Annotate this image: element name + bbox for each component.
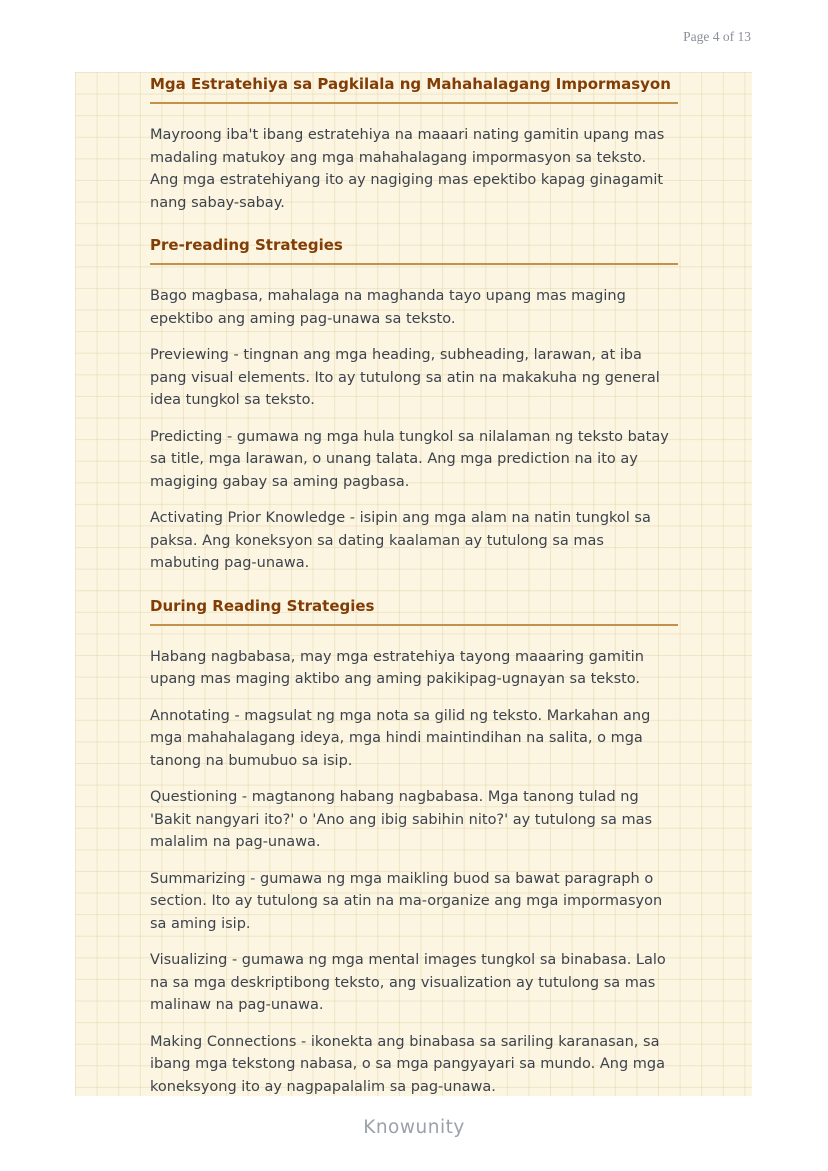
page-number: Page 4 of 13 [683, 29, 751, 44]
brand-wordmark: Knowunity [363, 1117, 465, 1138]
page-footer [0, 1117, 828, 1138]
paragraph: Visualizing - gumawa ng mga mental images tungkol sa binabasa. Lalo na sa mga deskriptibong teksto, ang visualization ay tutulong sa mas malinaw na pag-unawa. [150, 952, 666, 1013]
paragraph: Habang nagbabasa, may mga estratehiya tayong maaaring gamitin upang mas maging aktibo ang aming pakikipag-ugnayan sa teksto. [150, 648, 644, 687]
document-section [150, 595, 678, 1097]
document-sheet [75, 72, 752, 1096]
paragraph: Making Connections - ikonekta ang binabasa sa sariling karanasan, sa ibang mga tekstong nabasa, o sa mga pangyayari sa mundo. Ang mga koneksyong ito ay nagpapalalim sa pag-unawa. [150, 1033, 665, 1095]
section-heading: Mga Estratehiya sa Pagkilala ng Mahahalagang Impormasyon [150, 73, 678, 104]
section-heading: During Reading Strategies [150, 595, 678, 626]
paragraph: Predicting - gumawa ng mga hula tungkol sa nilalaman ng teksto batay sa title, mga larawan, o unang talata. Ang mga prediction na ito ay magiging gabay sa aming pagbasa. [150, 428, 669, 490]
paragraph: Questioning - magtanong habang nagbabasa. Mga tanong tulad ng 'Bakit nangyari ito?' o 'Ano ang ibig sabihin nito?' ay tutulong sa mas malalim na pag-unawa. [150, 789, 653, 850]
paragraph: Previewing - tingnan ang mga heading, subheading, larawan, at iba pang visual elements. Ito ay tutulong sa atin na makakuha ng general idea tungkol sa teksto. [150, 347, 660, 408]
document-section [150, 234, 678, 575]
paragraph: Bago magbasa, mahalaga na maghanda tayo upang mas maging epektibo ang aming pag-unawa sa teksto. [150, 288, 626, 327]
section-heading: Pre-reading Strategies [150, 234, 678, 265]
paragraph: Activating Prior Knowledge - isipin ang mga alam na natin tungkol sa paksa. Ang koneksyon sa dating kaalaman ay tutulong sa mas mabuting pag-unawa. [150, 510, 651, 571]
document-content [75, 72, 752, 1096]
paragraph: Annotating - magsulat ng mga nota sa gilid ng teksto. Markahan ang mga mahahalagang ideya, mga hindi maintindihan na salita, o mga tanong na bumubuo sa isip. [150, 707, 651, 769]
paragraph: Summarizing - gumawa ng mga maikling buod sa bawat paragraph o section. Ito ay tutulong sa atin na ma-organize ang mga impormasyon sa aming isip. [150, 870, 663, 932]
paragraph: Mayroong iba't ibang estratehiya na maaari nating gamitin upang mas madaling matukoy ang mga mahahalagang impormasyon sa teksto. Ang mga estratehiyang ito ay nagiging mas epektibo kapag ginagamit nang sabay-sabay. [150, 127, 665, 211]
document-section [150, 73, 678, 214]
